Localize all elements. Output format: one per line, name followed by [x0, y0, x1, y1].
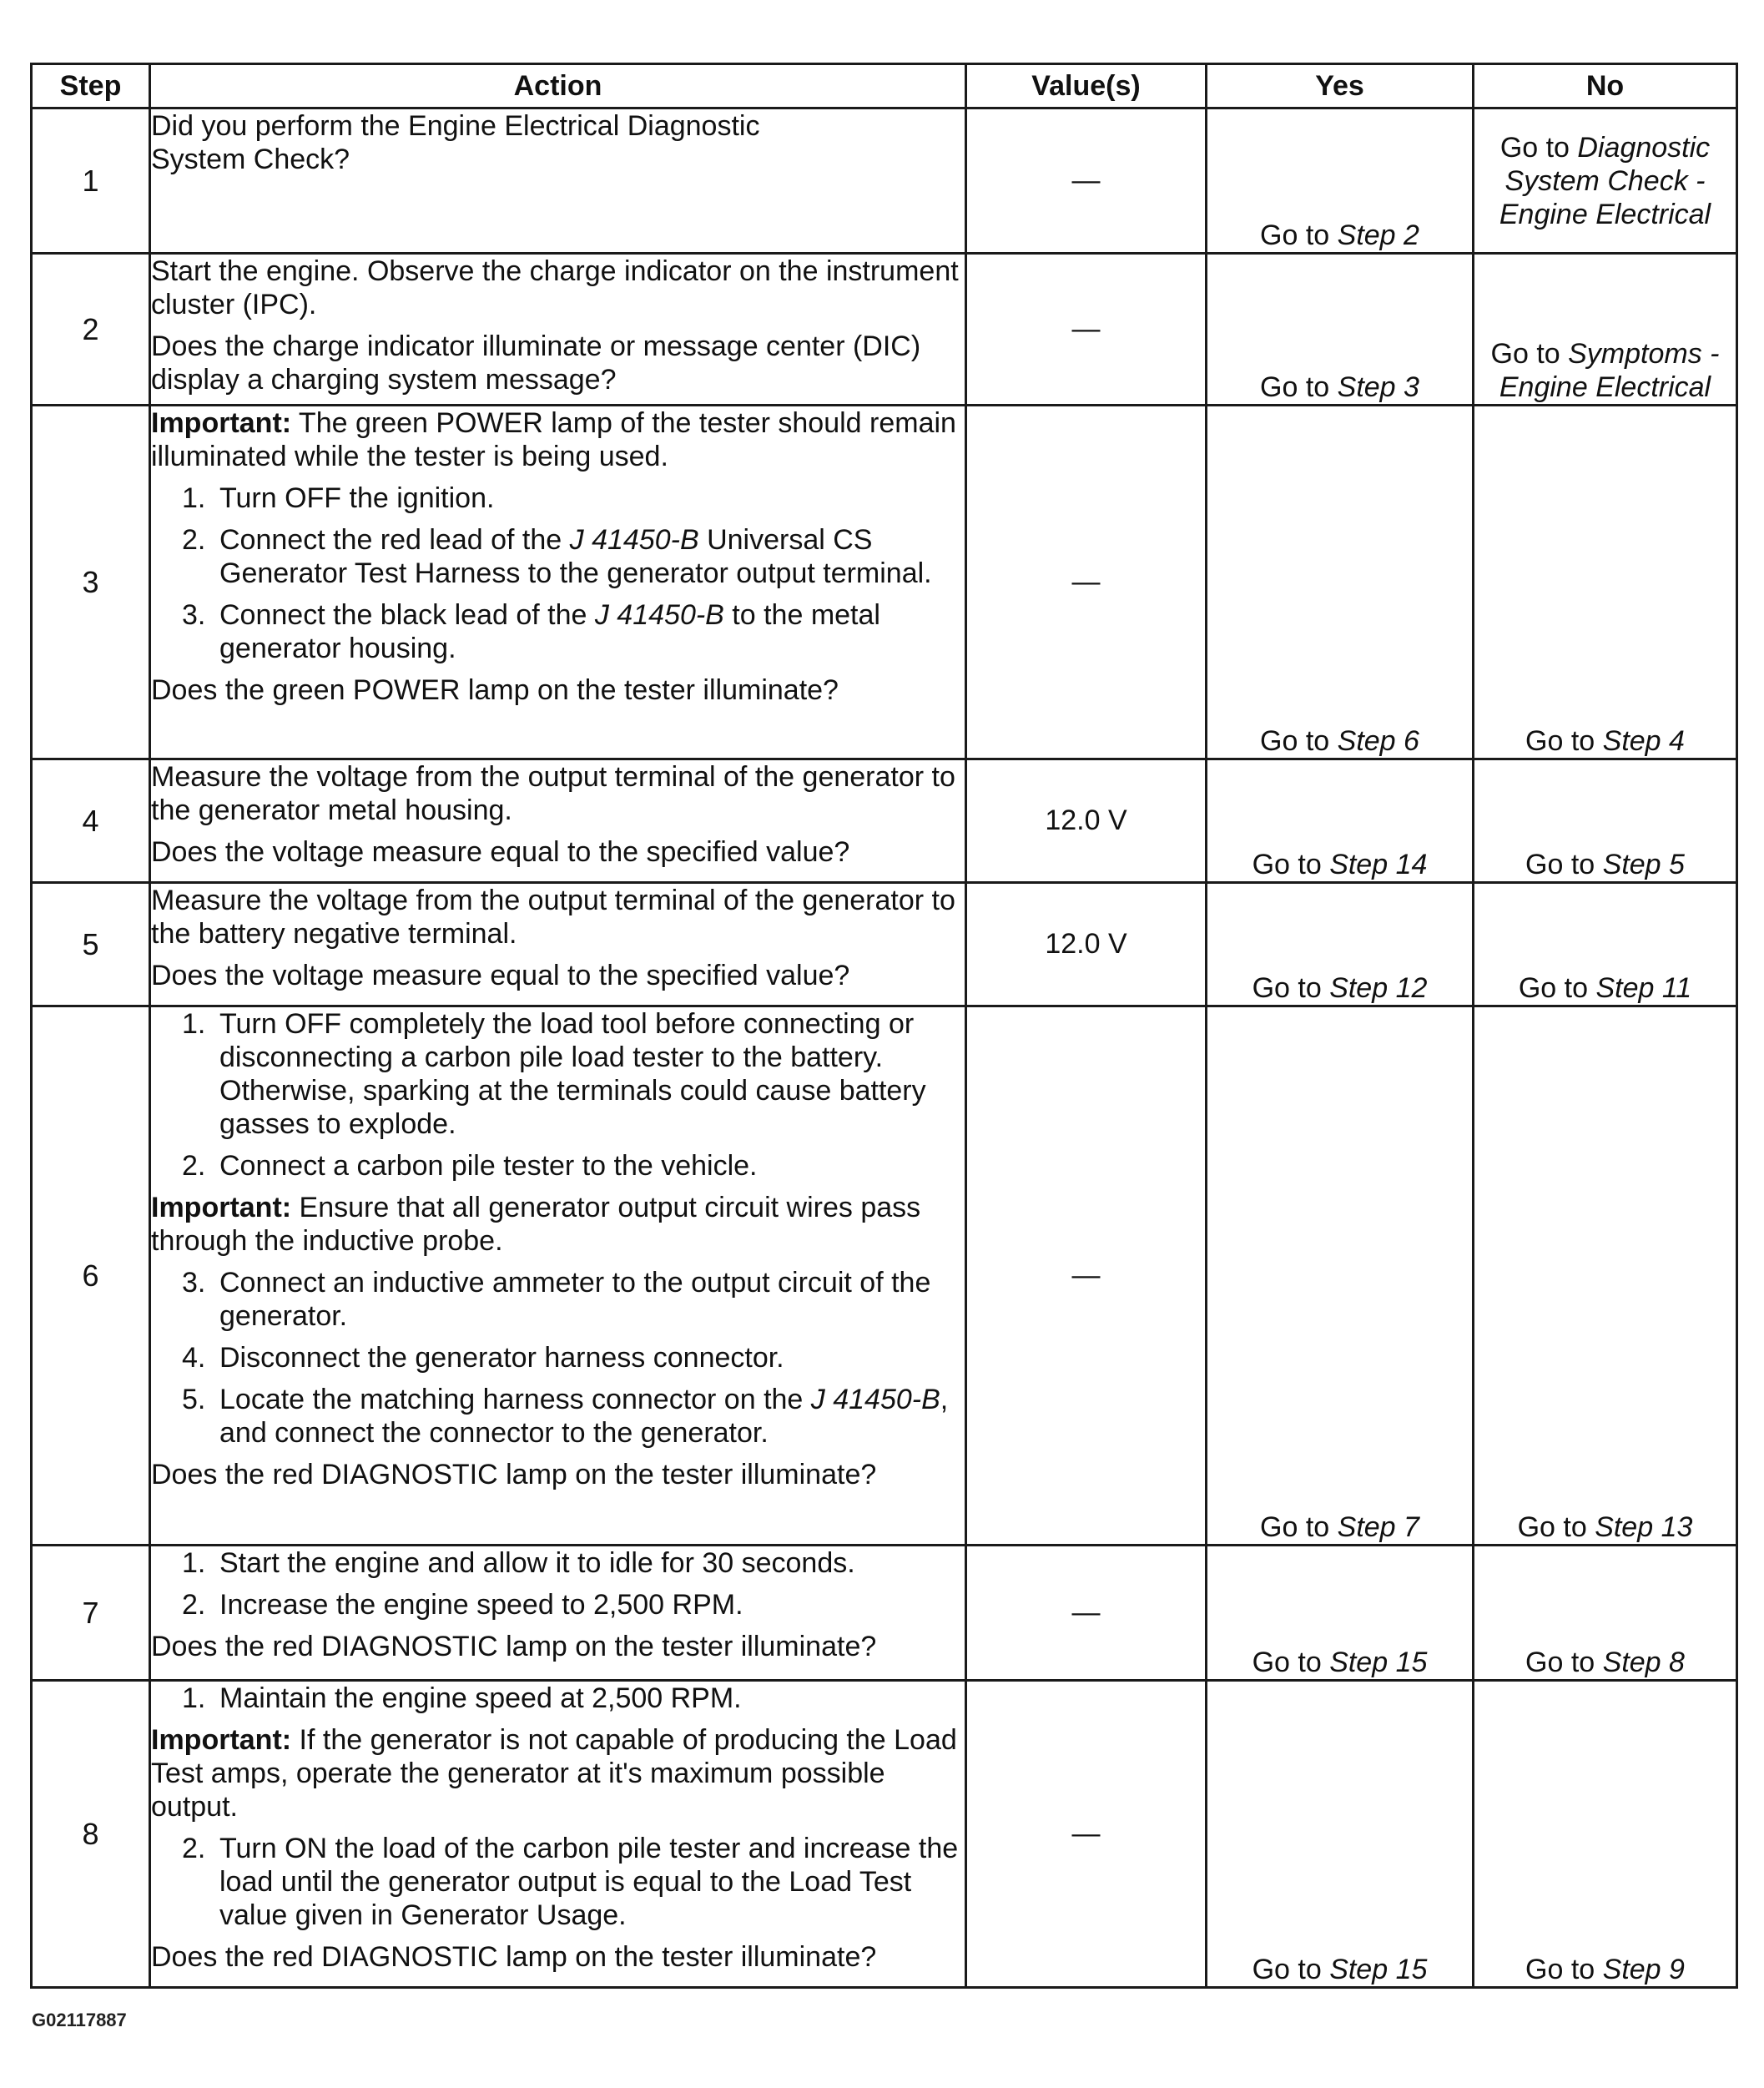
list-item — [151, 1588, 965, 1621]
list-item — [151, 1007, 965, 1141]
list-item — [151, 1266, 965, 1333]
item-number: 2. — [182, 1589, 206, 1621]
item-text: Connect the black lead of the — [219, 599, 595, 631]
no-cell — [1474, 1681, 1737, 1988]
item-number: 1. — [182, 482, 206, 514]
item-text: Connect an inductive ammeter to the output circuit of the generator. — [219, 1267, 931, 1332]
item-text: Turn ON the load of the carbon pile tester and increase the load until the generator output is equal to the Load Test value given in Generator Usage. — [219, 1833, 959, 1931]
action-cell — [150, 254, 966, 406]
header-step: Step — [32, 64, 150, 108]
step-number: 8 — [32, 1681, 150, 1988]
table-row — [32, 254, 1737, 406]
value-voltage: 12.0 V — [966, 883, 1207, 1006]
action-cell — [150, 1546, 966, 1681]
action-question: Does the voltage measure equal to the specified value? — [151, 960, 850, 991]
tool-reference: J 41450-B — [569, 524, 699, 556]
item-text: Disconnect the generator harness connector. — [219, 1342, 784, 1374]
item-number: 5. — [182, 1384, 206, 1415]
step-number: 4 — [32, 759, 150, 883]
item-text: Start the engine and allow it to idle for 30 seconds. — [219, 1547, 855, 1579]
list-item — [151, 482, 965, 515]
yes-cell — [1207, 1681, 1474, 1988]
yes-link[interactable]: Step 12 — [1329, 972, 1428, 1004]
list-item — [151, 523, 965, 590]
table-row — [32, 883, 1737, 1006]
action-text: Start the engine. Observe the charge indicator on the instrument cluster (IPC). — [151, 255, 959, 320]
yes-cell — [1207, 1006, 1474, 1546]
action-question: Does the voltage measure equal to the specified value? — [151, 836, 850, 868]
no-cell — [1474, 108, 1737, 254]
action-cell — [150, 759, 966, 883]
value-dash: — — [966, 1006, 1207, 1546]
step-number: 5 — [32, 883, 150, 1006]
item-text: Maintain the engine speed at 2,500 RPM. — [219, 1682, 742, 1714]
important-label: Important: — [151, 407, 292, 439]
yes-prefix: Go to — [1252, 1647, 1330, 1678]
yes-link[interactable]: Step 7 — [1337, 1511, 1419, 1543]
table-row — [32, 1681, 1737, 1988]
no-link[interactable]: Step 11 — [1595, 972, 1692, 1004]
yes-prefix: Go to — [1260, 725, 1338, 757]
item-text: Turn OFF completely the load tool before connecting or disconnecting a carbon pile load tester to the battery. Otherwise, sparking at the terminals could cause battery gasses to explode. — [219, 1008, 926, 1140]
action-question: Does the red DIAGNOSTIC lamp on the tester illuminate? — [151, 1941, 877, 1973]
list-item — [151, 1832, 965, 1932]
no-link[interactable]: Symptoms - Engine Electrical — [1499, 338, 1720, 403]
value-dash: — — [966, 254, 1207, 406]
list-item — [151, 598, 965, 665]
action-cell — [150, 108, 966, 254]
no-link[interactable]: Step 13 — [1595, 1511, 1693, 1543]
action-question: Does the green POWER lamp on the tester illuminate? — [151, 674, 839, 706]
item-number: 3. — [182, 599, 206, 631]
table-row — [32, 759, 1737, 883]
yes-link[interactable]: Step 6 — [1337, 725, 1419, 757]
table-row — [32, 1006, 1737, 1546]
diagnostic-table — [30, 63, 1738, 1989]
no-link[interactable]: Step 9 — [1602, 1954, 1685, 1985]
action-cell — [150, 406, 966, 759]
no-link[interactable]: Step 4 — [1602, 725, 1685, 757]
important-text: Ensure that all generator output circuit wires pass through the inductive probe. — [151, 1192, 921, 1257]
item-number: 2. — [182, 524, 206, 556]
yes-prefix: Go to — [1260, 371, 1338, 403]
yes-prefix: Go to — [1252, 1954, 1330, 1985]
important-text: The green POWER lamp of the tester should remain illuminated while the tester is being used. — [151, 407, 956, 472]
value-dash: — — [966, 1546, 1207, 1681]
yes-prefix: Go to — [1252, 972, 1330, 1004]
yes-prefix: Go to — [1260, 219, 1338, 251]
header-yes: Yes — [1207, 64, 1474, 108]
list-item — [151, 1383, 965, 1450]
action-cell — [150, 1006, 966, 1546]
action-text: Measure the voltage from the output terminal of the generator to the battery negative terminal. — [151, 885, 955, 950]
no-cell — [1474, 1546, 1737, 1681]
yes-cell — [1207, 883, 1474, 1006]
header-no: No — [1474, 64, 1737, 108]
list-item — [151, 1341, 965, 1374]
item-text: Increase the engine speed to 2,500 RPM. — [219, 1589, 743, 1621]
yes-cell — [1207, 254, 1474, 406]
important-label: Important: — [151, 1724, 292, 1756]
list-item — [151, 1682, 965, 1715]
action-text: Measure the voltage from the output terminal of the generator to the generator metal housing. — [151, 761, 955, 826]
tool-reference: J 41450-B — [810, 1384, 940, 1415]
no-cell — [1474, 406, 1737, 759]
header-action: Action — [150, 64, 966, 108]
item-text: Connect a carbon pile tester to the vehicle. — [219, 1150, 758, 1182]
no-cell — [1474, 759, 1737, 883]
action-text: Did you perform the Engine Electrical Diagnostic System Check? — [151, 110, 760, 175]
step-number: 6 — [32, 1006, 150, 1546]
header-row — [32, 64, 1737, 108]
no-link[interactable]: Step 5 — [1602, 849, 1685, 880]
no-cell — [1474, 254, 1737, 406]
no-link[interactable]: Step 8 — [1602, 1647, 1685, 1678]
step-number: 1 — [32, 108, 150, 254]
yes-link[interactable]: Step 14 — [1329, 849, 1428, 880]
step-number: 7 — [32, 1546, 150, 1681]
item-text: Connect the red lead of the — [219, 524, 570, 556]
yes-link[interactable]: Step 15 — [1329, 1954, 1428, 1985]
yes-cell — [1207, 108, 1474, 254]
item-number: 1. — [182, 1547, 206, 1579]
yes-link[interactable]: Step 15 — [1329, 1647, 1428, 1678]
no-prefix: Go to — [1525, 725, 1603, 757]
no-prefix: Go to — [1525, 849, 1603, 880]
list-item — [151, 1149, 965, 1183]
item-number: 2. — [182, 1833, 206, 1864]
yes-link[interactable]: Step 3 — [1337, 371, 1419, 403]
table-row — [32, 406, 1737, 759]
no-link[interactable]: Diagnostic System Check - Engine Electrical — [1499, 131, 1711, 230]
yes-cell — [1207, 759, 1474, 883]
table-row — [32, 108, 1737, 254]
action-question: Does the red DIAGNOSTIC lamp on the tester illuminate? — [151, 1631, 877, 1662]
value-dash: — — [966, 108, 1207, 254]
no-cell — [1474, 1006, 1737, 1546]
important-label: Important: — [151, 1192, 292, 1223]
item-number: 2. — [182, 1150, 206, 1182]
step-number: 3 — [32, 406, 150, 759]
important-text: If the generator is not capable of producing the Load Test amps, operate the generator at it's maximum possible output. — [151, 1724, 957, 1823]
no-prefix: Go to — [1525, 1647, 1603, 1678]
action-cell — [150, 1681, 966, 1988]
item-text: Turn OFF the ignition. — [219, 482, 495, 514]
tool-reference: J 41450-B — [594, 599, 724, 631]
action-question: Does the charge indicator illuminate or message center (DIC) display a charging system message? — [151, 330, 921, 396]
item-text: Locate the matching harness connector on the — [219, 1384, 811, 1415]
value-voltage: 12.0 V — [966, 759, 1207, 883]
item-text: , and connect the connector to the generator. — [219, 1384, 949, 1449]
yes-prefix: Go to — [1260, 1511, 1338, 1543]
no-prefix: Go to — [1518, 972, 1596, 1004]
value-dash: — — [966, 1681, 1207, 1988]
no-prefix: Go to — [1525, 1954, 1603, 1985]
action-question: Does the red DIAGNOSTIC lamp on the tester illuminate? — [151, 1459, 877, 1490]
item-number: 3. — [182, 1267, 206, 1299]
no-cell — [1474, 883, 1737, 1006]
yes-link[interactable]: Step 2 — [1337, 219, 1419, 251]
no-prefix: Go to — [1499, 131, 1578, 164]
header-values: Value(s) — [966, 64, 1207, 108]
item-number: 1. — [182, 1682, 206, 1714]
yes-cell — [1207, 1546, 1474, 1681]
important-note — [151, 1191, 965, 1258]
step-number: 2 — [32, 254, 150, 406]
item-text: to the metal generator housing. — [219, 599, 880, 664]
important-note — [151, 406, 965, 473]
action-cell — [150, 883, 966, 1006]
yes-prefix: Go to — [1252, 849, 1330, 880]
important-note — [151, 1723, 965, 1823]
no-prefix: Go to — [1517, 1511, 1595, 1543]
item-number: 4. — [182, 1342, 206, 1374]
table-row — [32, 1546, 1737, 1681]
no-prefix: Go to — [1490, 338, 1569, 370]
yes-cell — [1207, 406, 1474, 759]
item-text: Universal CS Generator Test Harness to the generator output terminal. — [219, 524, 932, 589]
item-number: 1. — [182, 1008, 206, 1040]
list-item — [151, 1546, 965, 1580]
value-dash: — — [966, 406, 1207, 759]
figure-id: G02117887 — [32, 2010, 127, 2030]
